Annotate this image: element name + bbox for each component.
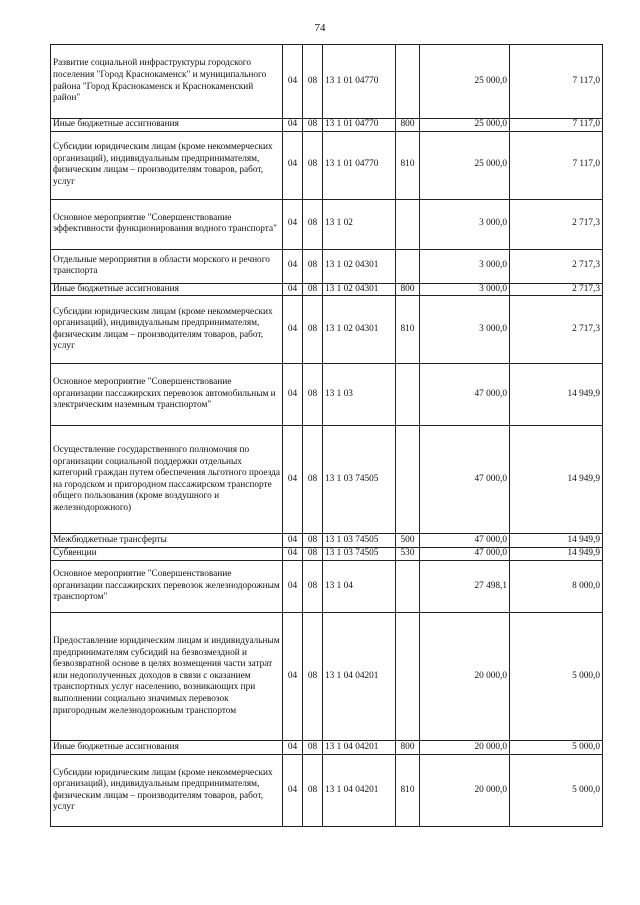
table-row (51, 45, 603, 119)
budget-table-body (51, 45, 603, 827)
row-target-code: 13 1 02 (323, 199, 396, 249)
row-subsection: 08 (303, 45, 323, 119)
row-actual-amount: 8 000,0 (510, 561, 603, 613)
row-actual-amount: 7 117,0 (510, 45, 603, 119)
row-target-code: 13 1 02 04301 (323, 283, 396, 296)
row-section: 04 (283, 741, 303, 755)
row-name: Иные бюджетные ассигнования (51, 119, 283, 132)
row-name: Субсидии юридическим лицам (кроме некоммерческих организаций), индивидуальным предпринимателям, физическим лицам – производителям товаров, работ, услуг (51, 296, 283, 364)
row-target-code: 13 1 02 04301 (323, 249, 396, 283)
row-target-code: 13 1 01 04770 (323, 131, 396, 199)
row-target-code: 13 1 03 74505 (323, 426, 396, 534)
row-expense-type (396, 199, 420, 249)
row-target-code: 13 1 03 74505 (323, 534, 396, 548)
row-section: 04 (283, 613, 303, 741)
row-expense-type (396, 561, 420, 613)
page-number: 74 (314, 22, 326, 34)
row-planned-amount: 3 000,0 (420, 199, 510, 249)
row-section: 04 (283, 534, 303, 548)
row-subsection: 08 (303, 741, 323, 755)
table-row (51, 283, 603, 296)
table-row (51, 613, 603, 741)
table-row (51, 534, 603, 548)
row-section: 04 (283, 131, 303, 199)
row-target-code: 13 1 04 04201 (323, 741, 396, 755)
row-planned-amount: 25 000,0 (420, 131, 510, 199)
row-planned-amount: 47 000,0 (420, 548, 510, 561)
row-subsection: 08 (303, 364, 323, 426)
row-planned-amount: 27 498,1 (420, 561, 510, 613)
row-subsection: 08 (303, 283, 323, 296)
row-target-code: 13 1 02 04301 (323, 296, 396, 364)
table-row (51, 426, 603, 534)
row-name: Развитие социальной инфраструктуры городского поселения "Город Краснокаменск" и муниципального района "Город Краснокаменск и Краснокаменский район" (51, 45, 283, 119)
table-row (51, 364, 603, 426)
row-subsection: 08 (303, 426, 323, 534)
row-expense-type: 810 (396, 131, 420, 199)
row-actual-amount: 2 717,3 (510, 283, 603, 296)
table-row (51, 755, 603, 827)
row-expense-type (396, 613, 420, 741)
row-name: Межбюджетные трансферты (51, 534, 283, 548)
row-target-code: 13 1 04 04201 (323, 755, 396, 827)
row-actual-amount: 7 117,0 (510, 131, 603, 199)
row-target-code: 13 1 04 04201 (323, 613, 396, 741)
row-expense-type (396, 249, 420, 283)
row-actual-amount: 14 949,9 (510, 534, 603, 548)
table-row (51, 296, 603, 364)
row-expense-type: 810 (396, 296, 420, 364)
row-planned-amount: 20 000,0 (420, 613, 510, 741)
row-section: 04 (283, 283, 303, 296)
row-expense-type (396, 364, 420, 426)
row-subsection: 08 (303, 131, 323, 199)
row-subsection: 08 (303, 534, 323, 548)
row-section: 04 (283, 755, 303, 827)
row-planned-amount: 47 000,0 (420, 534, 510, 548)
row-name: Иные бюджетные ассигнования (51, 741, 283, 755)
row-expense-type (396, 426, 420, 534)
row-name: Осуществление государственного полномочия по организации социальной поддержки отдельных категорий граждан путем обеспечения льготного проезда на городском и пригородном пассажирском транспорте общего пользования (кроме воздушного и железнодорожного) (51, 426, 283, 534)
row-actual-amount: 5 000,0 (510, 755, 603, 827)
row-planned-amount: 25 000,0 (420, 45, 510, 119)
row-name: Субсидии юридическим лицам (кроме некоммерческих организаций), индивидуальным предпринимателям, физическим лицам – производителям товаров, работ, услуг (51, 131, 283, 199)
row-planned-amount: 47 000,0 (420, 426, 510, 534)
table-row (51, 741, 603, 755)
row-planned-amount: 25 000,0 (420, 119, 510, 132)
row-section: 04 (283, 426, 303, 534)
table-row (51, 199, 603, 249)
row-expense-type (396, 45, 420, 119)
row-name: Основное мероприятие "Совершенствование организации пассажирских перевозок железнодорожным транспортом" (51, 561, 283, 613)
row-subsection: 08 (303, 249, 323, 283)
row-expense-type: 800 (396, 741, 420, 755)
row-expense-type: 810 (396, 755, 420, 827)
row-actual-amount: 2 717,3 (510, 199, 603, 249)
row-subsection: 08 (303, 199, 323, 249)
row-name: Субвенции (51, 548, 283, 561)
row-target-code: 13 1 03 74505 (323, 548, 396, 561)
row-subsection: 08 (303, 755, 323, 827)
row-planned-amount: 20 000,0 (420, 741, 510, 755)
row-planned-amount: 3 000,0 (420, 249, 510, 283)
table-row (51, 249, 603, 283)
table-row (51, 119, 603, 132)
row-subsection: 08 (303, 561, 323, 613)
row-planned-amount: 20 000,0 (420, 755, 510, 827)
row-target-code: 13 1 04 (323, 561, 396, 613)
table-row (51, 131, 603, 199)
row-actual-amount: 7 117,0 (510, 119, 603, 132)
row-section: 04 (283, 364, 303, 426)
row-name: Основное мероприятие "Совершенствование организации пассажирских перевозок автомобильным и электрическим наземным транспортом" (51, 364, 283, 426)
row-subsection: 08 (303, 119, 323, 132)
row-section: 04 (283, 296, 303, 364)
row-name: Отдельные мероприятия в области морского и речного транспорта (51, 249, 283, 283)
row-name: Предоставление юридическим лицам и индивидуальным предпринимателям субсидий на безвозмездной и безвозвратной основе в целях возмещения части затрат или недополученных доходов в связи с оказанием транспортных услуг населению, возникающих при выполнении социально значимых перевозок пригородным железнодорожным транспортом (51, 613, 283, 741)
row-section: 04 (283, 119, 303, 132)
row-section: 04 (283, 561, 303, 613)
row-actual-amount: 14 949,9 (510, 548, 603, 561)
row-section: 04 (283, 199, 303, 249)
table-row (51, 561, 603, 613)
row-expense-type: 500 (396, 534, 420, 548)
row-subsection: 08 (303, 548, 323, 561)
row-name: Основное мероприятие "Совершенствование эффективности функционирования водного транспорта" (51, 199, 283, 249)
row-actual-amount: 5 000,0 (510, 613, 603, 741)
row-target-code: 13 1 01 04770 (323, 45, 396, 119)
row-target-code: 13 1 01 04770 (323, 119, 396, 132)
row-planned-amount: 47 000,0 (420, 364, 510, 426)
row-name: Иные бюджетные ассигнования (51, 283, 283, 296)
row-actual-amount: 14 949,9 (510, 364, 603, 426)
row-section: 04 (283, 548, 303, 561)
table-row (51, 548, 603, 561)
row-section: 04 (283, 45, 303, 119)
row-expense-type: 530 (396, 548, 420, 561)
row-planned-amount: 3 000,0 (420, 296, 510, 364)
budget-table (50, 44, 603, 827)
row-subsection: 08 (303, 296, 323, 364)
row-target-code: 13 1 03 (323, 364, 396, 426)
row-expense-type: 800 (396, 283, 420, 296)
row-actual-amount: 5 000,0 (510, 741, 603, 755)
row-name: Субсидии юридическим лицам (кроме некоммерческих организаций), индивидуальным предпринимателям, физическим лицам – производителям товаров, работ, услуг (51, 755, 283, 827)
row-actual-amount: 2 717,3 (510, 249, 603, 283)
row-planned-amount: 3 000,0 (420, 283, 510, 296)
row-actual-amount: 2 717,3 (510, 296, 603, 364)
row-expense-type: 800 (396, 119, 420, 132)
row-actual-amount: 14 949,9 (510, 426, 603, 534)
row-subsection: 08 (303, 613, 323, 741)
row-section: 04 (283, 249, 303, 283)
